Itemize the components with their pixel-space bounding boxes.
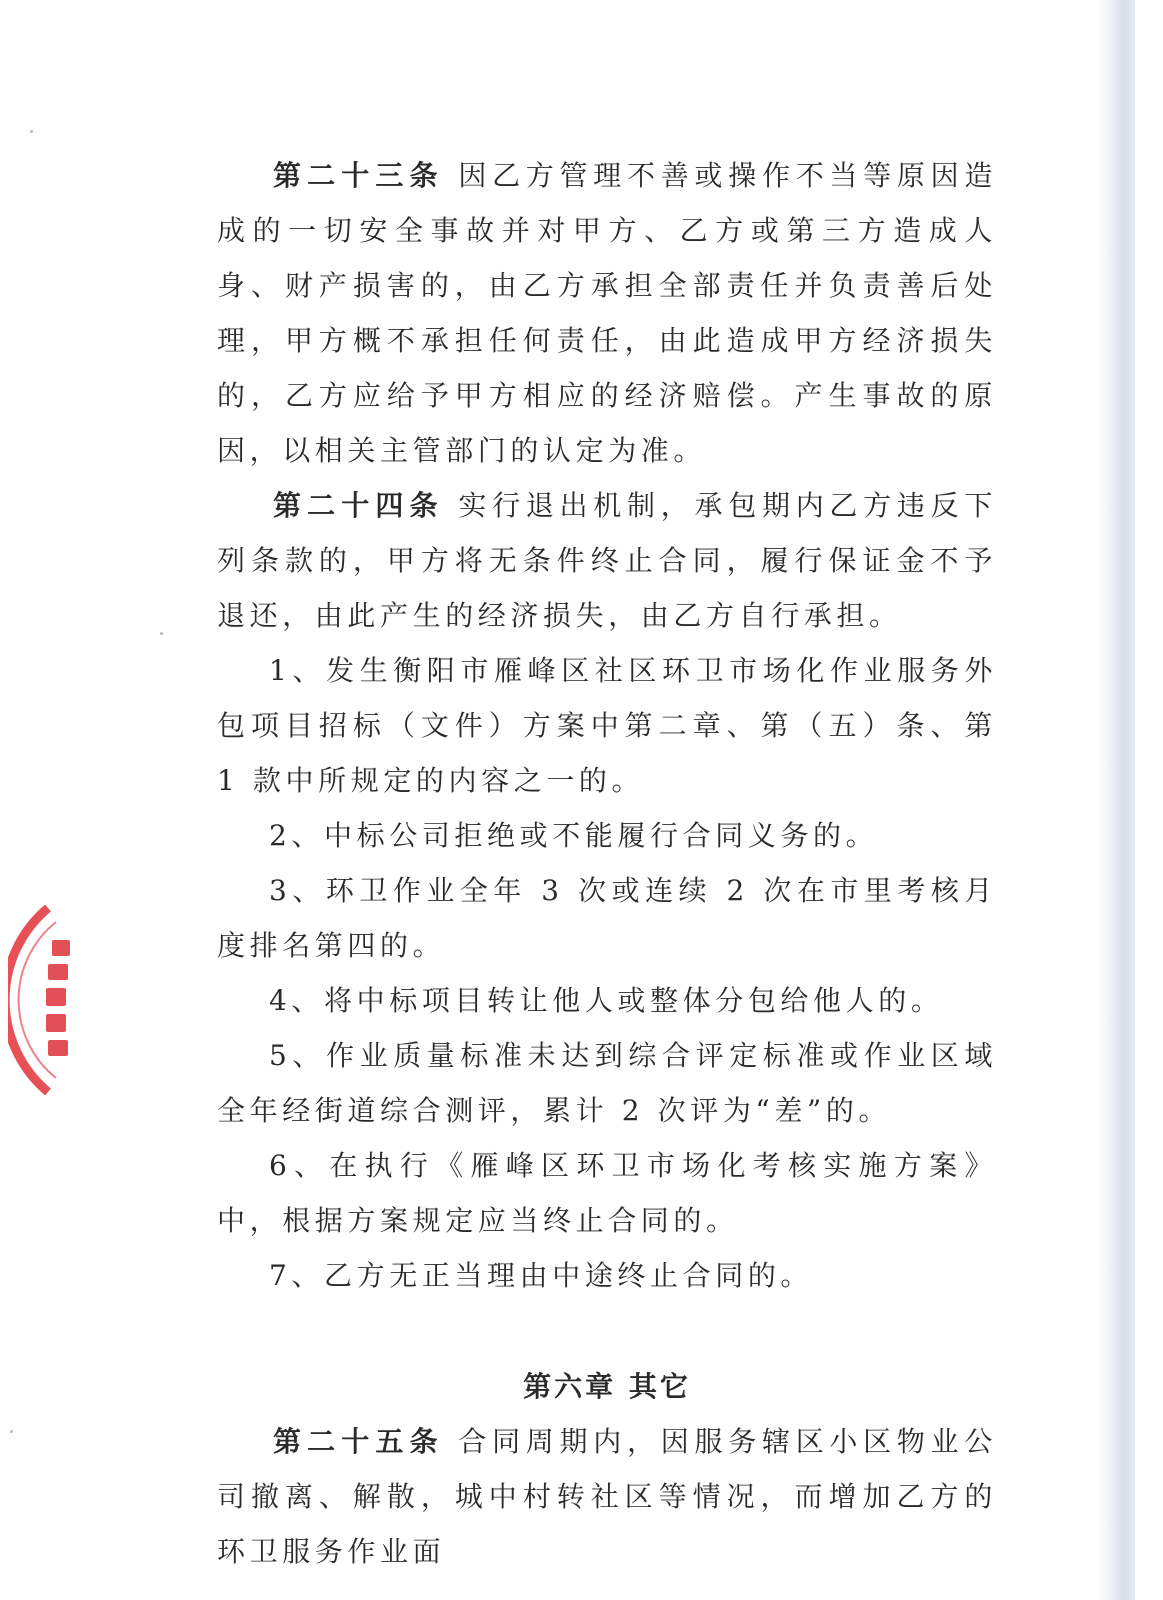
article-25-body: 合同周期内，因服务辖区小区物业公司撤离、解散，城中村转社区等情况，而增加乙方的环卫服务作业面 — [217, 1425, 997, 1568]
article-23-heading: 第二十三条 — [273, 159, 444, 192]
chapter-6-title: 第六章 其它 — [523, 1370, 691, 1403]
contract-text — [217, 148, 997, 1579]
article-24-body: 实行退出机制，承包期内乙方违反下列条款的，甲方将无条件终止合同，履行保证金不予退还，由此产生的经济损失，由乙方自行承担。 — [217, 489, 997, 632]
article-24-heading: 第二十四条 — [273, 489, 444, 522]
article-24-item-3: 3、环卫作业全年 3 次或连续 2 次在市里考核月度排名第四的。 — [217, 874, 997, 962]
article-23-body: 因乙方管理不善或操作不当等原因造成的一切安全事故并对甲方、乙方或第三方造成人身、财产损害的，由乙方承担全部责任并负责善后处理，甲方概不承担任何责任，由此造成甲方经济损失的，乙方应给予甲方相应的经济赔偿。产生事故的原因，以相关主管部门的认定为准。 — [217, 159, 997, 467]
scan-speck — [10, 1430, 13, 1433]
scan-speck — [30, 130, 33, 133]
article-24-item-1: 1、发生衡阳市雁峰区社区环卫市场化作业服务外包项目招标（文件）方案中第二章、第（五）条、第 1 款中所规定的内容之一的。 — [217, 654, 997, 797]
article-24-item-5: 5、作业质量标准未达到综合评定标准或作业区域全年经街道综合测评，累计 2 次评为“差”的。 — [217, 1039, 997, 1127]
red-seal-stamp — [8, 900, 88, 1100]
article-24 — [217, 478, 997, 643]
article-24-item-4: 4、将中标项目转让他人或整体分包给他人的。 — [269, 984, 944, 1017]
scan-speck — [160, 632, 163, 635]
article-24-item-7: 7、乙方无正当理由中途终止合同的。 — [269, 1259, 814, 1292]
article-25 — [217, 1414, 997, 1579]
article-24-item-2: 2、中标公司拒绝或不能履行合同义务的。 — [269, 819, 879, 852]
article-23 — [217, 148, 997, 478]
scan-edge-shadow — [1095, 0, 1135, 1600]
article-24-item-6: 6、在执行《雁峰区环卫市场化考核实施方案》中，根据方案规定应当终止合同的。 — [217, 1149, 997, 1237]
article-25-heading: 第二十五条 — [273, 1425, 444, 1458]
